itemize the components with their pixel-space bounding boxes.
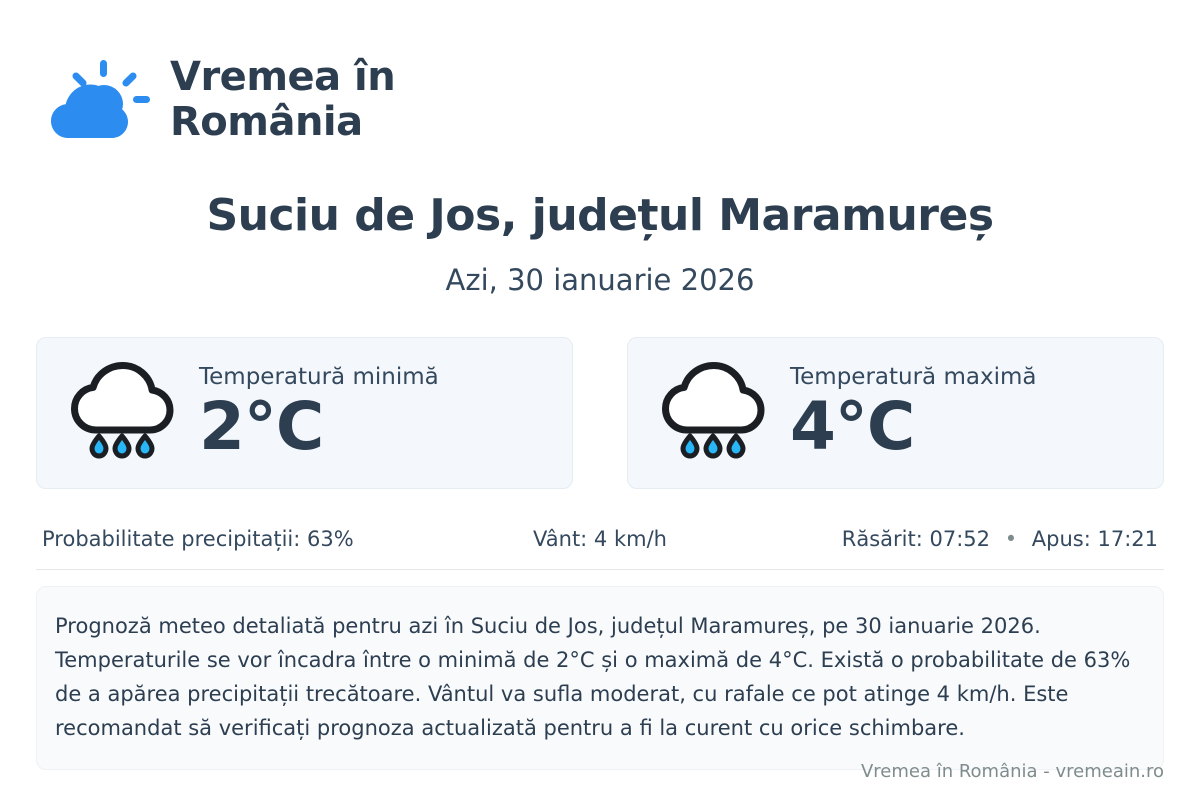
stat-separator: • [1004,527,1018,551]
weather-stats-row [36,527,1164,570]
min-temperature-card [36,337,573,489]
min-temperature-text [199,364,439,466]
max-temperature-card [627,337,1164,489]
precipitation-stat: Probabilitate precipitații: 63% [42,527,354,551]
sunset-value: Apus: 17:21 [1031,527,1158,551]
min-temperature-label: Temperatură minimă [199,364,439,391]
brand-header [36,0,1164,148]
temperature-cards [36,337,1164,489]
max-temperature-label: Temperatură maximă [790,364,1037,391]
page-date: Azi, 30 ianuarie 2026 [445,263,755,297]
page-title: Suciu de Jos, județul Maramureș [206,190,994,241]
sun-behind-cloud-icon [40,52,152,148]
max-temperature-value: 4°C [790,388,915,466]
min-temperature-value: 2°C [199,388,324,466]
sunrise-value: Răsărit: 07:52 [841,527,991,551]
cloud-with-rain-icon [63,358,181,468]
cloud-with-rain-icon [654,358,772,468]
sun-times-stat [786,527,1158,551]
forecast-description: Prognoză meteo detaliată pentru azi în Suciu de Jos, județul Maramureș, pe 30 ianuarie 2026. Temperaturile se vor încadra între o minimă de 2°C și o maximă de 4°C. Există o probabilitate de 63% de a apărea precipitații trecătoare. Vântul va sufla moderat, cu rafale ce pot atinge 4 km/h. Este recomandat să verificați prognoza actualizată pentru a fi la curent cu orice schimbare. [36,586,1164,770]
brand-title: Vremea în România [170,54,396,145]
max-temperature-text [790,364,1037,466]
wind-stat: Vânt: 4 km/h [533,527,667,551]
footer-credit: Vremea în România - vremeain.ro [860,761,1164,782]
